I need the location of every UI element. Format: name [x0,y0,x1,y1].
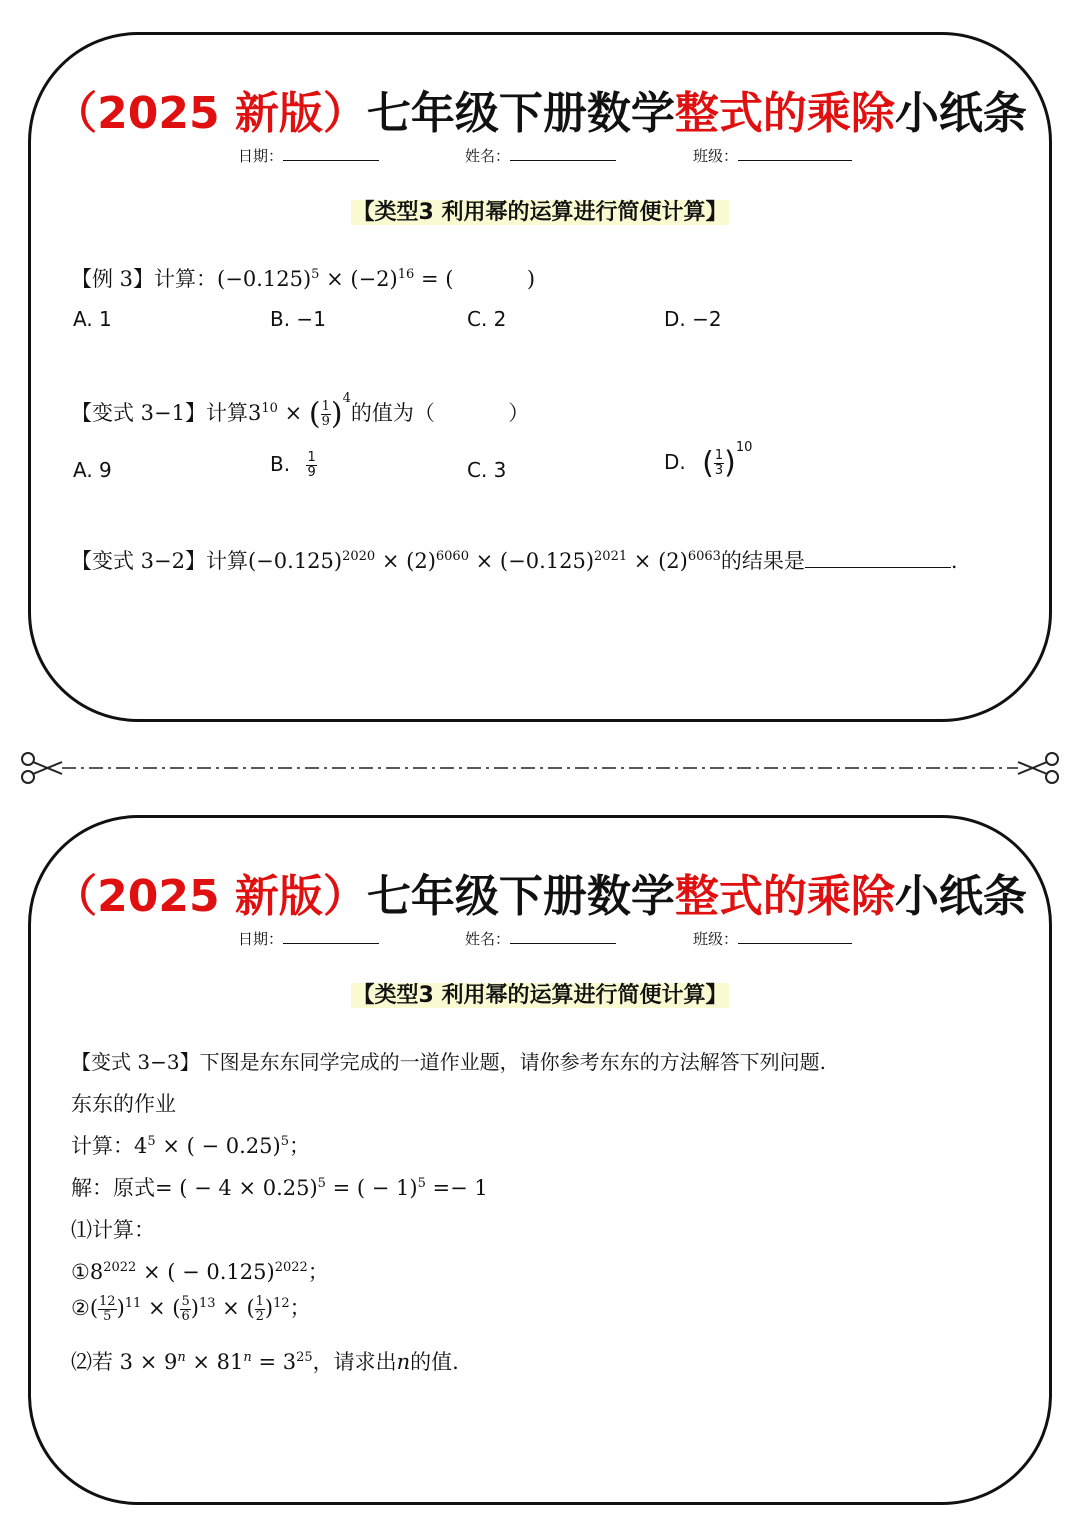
l7-g: ； [289,1296,311,1320]
v31-opt-d-rparen: ) [724,445,736,481]
l7-f1n: 12 [99,1294,116,1309]
variant-3-2-question [71,545,958,575]
v31-frac-den: 9 [321,414,330,429]
v31-option-d-label: D. [664,450,686,474]
l7-f2d: 6 [181,1309,190,1324]
scissors-left-icon [22,753,62,783]
v32-exp2: 6060 [435,549,469,564]
v32-end: . [950,549,958,573]
name-line[interactable] [510,146,616,161]
date-label: 日期： [238,147,284,165]
card-title [31,860,1049,924]
l6-e1: 2022 [103,1260,137,1275]
v31-opt-b-num: 1 [307,450,316,465]
title-part-topic: 整式的乘除 [674,871,895,922]
part-1-item-2 [71,1292,311,1324]
l6-b: × ( − 0.125) [136,1260,275,1284]
title-part-topic: 整式的乘除 [674,88,895,139]
class-label: 班级： [693,930,739,948]
l7-d: ) [190,1296,199,1320]
l8-b: × 81 [185,1350,244,1374]
v32-prefix: 【变式 3−2】计算(−0.125) [71,549,343,573]
title-part-suffix: 小纸条 [894,871,1027,922]
v31-opt-d-num: 1 [714,448,724,463]
name-field [465,145,616,166]
ex3-exp2: 16 [397,267,415,282]
name-line[interactable] [510,929,616,944]
v31-opt-d-exp: 10 [735,440,753,455]
l7-e1: 11 [124,1296,142,1311]
part-2-question [71,1346,459,1376]
type-title-text: 【类型3 利用幂的运算进行简便计算】 [352,200,728,225]
v32-part4: × (2) [627,549,688,573]
l7-frac3 [255,1295,265,1324]
name-field [465,928,616,949]
l3-c: ； [288,1134,310,1158]
class-field [693,928,852,949]
l7-frac1 [98,1295,117,1324]
l4-e2: 5 [417,1176,426,1191]
l8-n: n [396,1350,411,1374]
v31-suffix: 的值为（ ） [350,401,530,425]
v31-prefix: 【变式 3−1】计算3 [71,401,262,425]
title-part-grade: 七年级下册数学 [366,871,675,922]
l7-e3: 12 [273,1296,290,1311]
ex3-option-a[interactable]: A. 1 [73,307,112,331]
homework-problem [71,1130,310,1160]
v31-option-b[interactable] [270,451,317,480]
section-type-title [31,978,1049,1009]
v32-suffix: 的结果是 [720,549,805,573]
l8-e: 的值. [410,1350,459,1374]
l7-f1d: 5 [103,1309,112,1324]
v32-exp4: 6063 [687,549,721,564]
l8-e2: n [243,1350,252,1365]
v31-option-d[interactable] [664,440,753,481]
l6-a: ①8 [71,1260,104,1284]
l4-b: = ( − 1) [325,1176,418,1200]
l8-e3: 25 [296,1350,313,1365]
scissors-right-icon [1018,753,1058,783]
v31-frac-num: 1 [321,399,330,414]
date-label: 日期： [238,930,284,948]
l7-frac2 [180,1295,190,1324]
l8-d: ，请求出 [312,1350,397,1374]
ex3-base2: × (−2) [319,267,398,291]
example-3-question [71,263,535,293]
date-field [238,145,379,166]
date-line[interactable] [283,929,379,944]
l6-e2: 2022 [274,1260,308,1275]
l7-e: × ( [215,1296,255,1320]
ex3-option-d[interactable]: D. −2 [664,307,722,331]
class-line[interactable] [738,929,852,944]
v31-option-d-fraction [714,449,724,478]
v31-exp2: 4 [342,391,351,406]
l3-e2: 5 [280,1134,289,1149]
l4-e1: 5 [317,1176,326,1191]
class-line[interactable] [738,146,852,161]
v31-option-a[interactable]: A. 9 [73,458,112,482]
date-field [238,928,379,949]
cut-line [0,748,1080,788]
homework-solution [71,1172,488,1202]
title-part-suffix: 小纸条 [894,88,1027,139]
v31-lparen: ( [308,396,321,432]
v31-option-c[interactable]: C. 3 [467,458,507,482]
v31-rparen: ) [330,396,343,432]
type-title-text: 【类型3 利用幂的运算进行简便计算】 [352,983,728,1008]
l7-f3d: 2 [255,1309,264,1324]
worksheet-card-1 [28,32,1052,722]
title-part-grade: 七年级下册数学 [366,88,675,139]
l7-c: × ( [141,1296,181,1320]
l7-f: ) [264,1296,274,1320]
part-1-label: ⑴计算： [71,1218,155,1242]
name-label: 姓名： [465,930,511,948]
v31-option-b-label: B. [270,452,291,476]
ex3-option-b[interactable]: B. −1 [270,307,326,331]
v31-opt-b-den: 9 [307,465,316,480]
class-field [693,145,852,166]
v32-part3: × (−0.125) [468,549,595,573]
v32-exp3: 2021 [594,549,628,564]
card-title [31,77,1049,141]
v31-opt-d-den: 3 [714,463,724,478]
l4-c: =− 1 [425,1176,488,1200]
l4-a: 解：原式= ( − 4 × 0.25) [71,1176,318,1200]
ex3-exp1: 5 [311,267,320,282]
l7-f3n: 1 [255,1294,264,1309]
l6-c: ； [307,1260,329,1284]
l7-a: ②( [71,1296,99,1320]
l8-e1: n [177,1350,186,1365]
l7-b: ) [116,1296,125,1320]
homework-heading: 东东的作业 [71,1092,176,1116]
ex3-option-c[interactable]: C. 2 [467,307,507,331]
name-label: 姓名： [465,147,511,165]
v31-exp1: 10 [261,401,278,416]
l7-f2n: 5 [181,1294,190,1309]
v31-option-b-fraction [306,451,316,480]
l3-a: 计算：4 [71,1134,148,1158]
section-type-title [31,195,1049,226]
l7-e2: 13 [198,1296,216,1311]
v31-times: × [277,401,309,425]
title-part-year: （2025 新版） [53,871,367,922]
l3-b: × ( − 0.25) [155,1134,281,1158]
l3-e1: 5 [147,1134,156,1149]
worksheet-card-2 [28,815,1052,1505]
ex3-suffix: = ( ) [414,267,536,291]
v31-fraction [321,400,331,429]
v31-opt-d-lparen: ( [702,445,714,481]
v32-answer-blank[interactable] [805,549,951,568]
class-label: 班级： [693,147,739,165]
l8-c: = 3 [251,1350,297,1374]
v32-exp1: 2020 [342,549,376,564]
part-1-item-1 [71,1256,329,1286]
l8-a: ⑵若 3 × 9 [71,1350,178,1374]
ex3-prefix: 【例 3】计算： [71,267,218,291]
variant-3-3-intro: 【变式 3−3】下图是东东同学完成的一道作业题，请你参考东东的方法解答下列问题. [71,1050,826,1074]
title-part-year: （2025 新版） [53,88,367,139]
v32-part2: × (2) [375,549,436,573]
date-line[interactable] [283,146,379,161]
ex3-base1: (−0.125) [217,267,312,291]
variant-3-1-question [71,391,530,432]
